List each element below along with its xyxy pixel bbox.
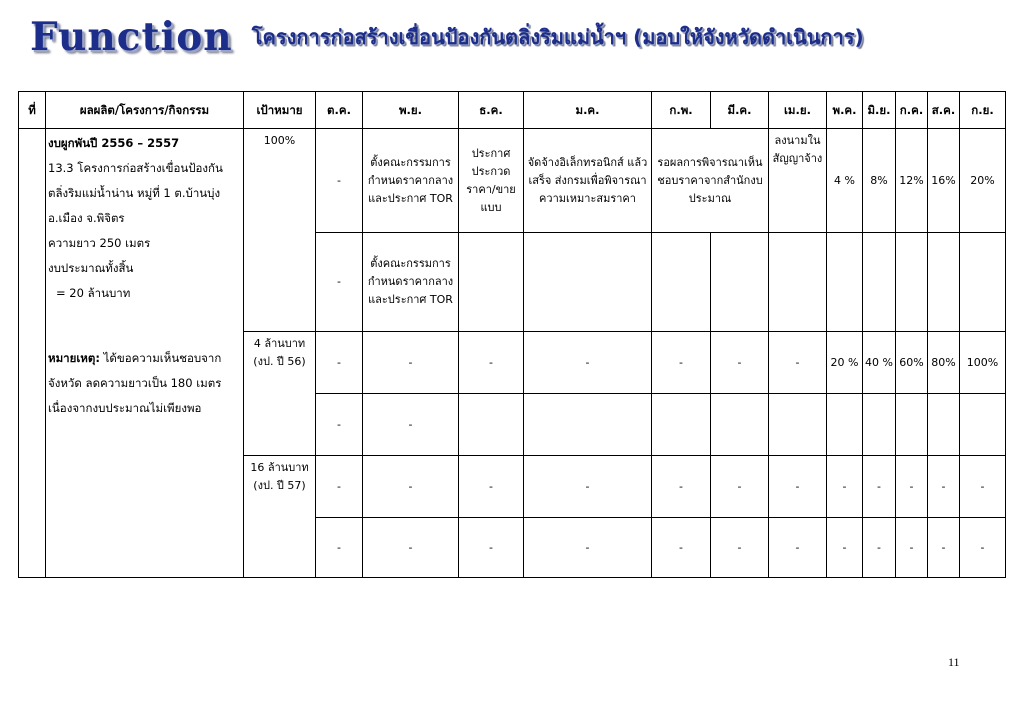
table-cell: - [524,518,652,578]
table-cell: - [769,518,827,578]
table-cell: 20% [960,129,1006,233]
table-cell: - [316,518,363,578]
table-cell: 100% [960,332,1006,394]
table-cell: - [316,456,363,518]
header-cell: พ.ค. [827,92,863,129]
project-note [48,346,241,421]
table-cell: - [928,456,960,518]
project-description-cell [46,129,244,578]
table-row [19,129,1006,233]
header-cell: พ.ย. [363,92,459,129]
table-cell: รอผลการพิจารณาเห็นชอบราคาจากสำนักงบประมาณ [652,129,769,233]
table-cell [928,394,960,456]
header-cell: ผลผลิต/โครงการ/กิจกรรม [46,92,244,129]
header-cell: ก.ค. [896,92,928,129]
table-cell [960,394,1006,456]
table-cell: ตั้งคณะกรรมการกำหนดราคากลาง และประกาศ TOR [363,233,459,332]
table-cell: - [524,456,652,518]
table-cell: - [459,456,524,518]
header-cell: ธ.ค. [459,92,524,129]
table-cell: - [652,332,711,394]
header-cell: เม.ย. [769,92,827,129]
table-cell [711,394,769,456]
table-cell: - [316,394,363,456]
project-length: ความยาว 250 เมตร [48,236,151,250]
table-cell [827,233,863,332]
table-cell: - [459,332,524,394]
table-cell [827,394,863,456]
table-cell: - [896,518,928,578]
header-cell: มี.ค. [711,92,769,129]
table-cell [769,233,827,332]
table-cell [960,233,1006,332]
table-cell [524,233,652,332]
table-cell: - [711,456,769,518]
budget-value: = 20 ล้านบาท [56,286,131,300]
table-cell: - [827,518,863,578]
header-cell: เป้าหมาย [244,92,316,129]
table-cell: - [363,456,459,518]
table-cell [459,233,524,332]
table-cell: 12% [896,129,928,233]
table-cell [896,394,928,456]
table-cell: 60% [896,332,928,394]
table-cell: - [363,332,459,394]
table-cell: - [316,233,363,332]
table-cell [652,394,711,456]
table-cell: - [827,456,863,518]
table-cell: ประกาศประกวดราคา/ขายแบบ [459,129,524,233]
table-cell: - [524,332,652,394]
table-cell: - [652,456,711,518]
header-cell: ม.ค. [524,92,652,129]
table-cell: 80% [928,332,960,394]
table-cell: - [863,456,896,518]
table-cell: - [896,456,928,518]
table-cell: - [863,518,896,578]
table-cell: - [960,456,1006,518]
table-cell: 20 % [827,332,863,394]
header-cell: ส.ค. [928,92,960,129]
table-cell: - [363,518,459,578]
table-cell [863,233,896,332]
table-cell [524,394,652,456]
table-cell: - [459,518,524,578]
note-text: ได้ขอความเห็นชอบจากจังหวัด ลดความยาวเป็น 180 เมตร เนื่องจากงบประมาณไม่เพียงพอ [48,351,222,415]
table-cell [863,394,896,456]
table-cell: 16% [928,129,960,233]
table-cell: ตั้งคณะกรรมการกำหนดราคากลาง และประกาศ TOR [363,129,459,233]
target-cell: 16 ล้านบาท (งป. ปี 57) [244,456,316,578]
target-cell: 4 ล้านบาท (งป. ปี 56) [244,332,316,456]
schedule-table [18,91,1006,578]
page-number: 11 [948,655,960,669]
note-label: หมายเหตุ: [48,351,100,365]
table-cell: 40 % [863,332,896,394]
table-cell [652,233,711,332]
header-row [19,92,1006,129]
table-cell [711,233,769,332]
table-cell [928,233,960,332]
slide-title [30,14,1010,64]
table-cell: - [769,456,827,518]
target-cell: 100% [244,129,316,332]
table-cell: - [928,518,960,578]
index-cell [19,129,46,578]
budget-label: งบประมาณทั้งสิ้น [48,261,134,275]
table-cell: - [652,518,711,578]
header-cell: มิ.ย. [863,92,896,129]
title-project: โครงการก่อสร้างเขื่อนป้องกันตลิ่งริมแม่น้ำฯ (มอบให้จังหวัดดำเนินการ) [251,25,864,49]
table-cell: 4 % [827,129,863,233]
table-cell: ลงนามในสัญญาจ้าง [769,129,827,233]
table-cell: - [960,518,1006,578]
table-cell: - [363,394,459,456]
table-cell: 8% [863,129,896,233]
project-heading: งบผูกพันปี 2556 – 2557 [48,136,180,150]
table-cell: จัดจ้างอิเล็กทรอนิกส์ แล้วเสร็จ ส่งกรมเพื่อพิจารณาความเหมาะสมราคา [524,129,652,233]
table-cell: - [316,332,363,394]
header-cell: ต.ค. [316,92,363,129]
table-cell: - [711,518,769,578]
table-cell [896,233,928,332]
table-cell [769,394,827,456]
table-cell: - [316,129,363,233]
header-cell: ที่ [19,92,46,129]
table-cell [459,394,524,456]
header-cell: ก.พ. [652,92,711,129]
table-cell: - [711,332,769,394]
header-cell: ก.ย. [960,92,1006,129]
table-cell: - [769,332,827,394]
project-line: 13.3 โครงการก่อสร้างเขื่อนป้องกันตลิ่งริมแม่น้ำน่าน หมู่ที่ 1 ต.บ้านบุ่ง อ.เมือง จ.พิจิตร [48,161,223,225]
title-function: Function [30,14,233,60]
